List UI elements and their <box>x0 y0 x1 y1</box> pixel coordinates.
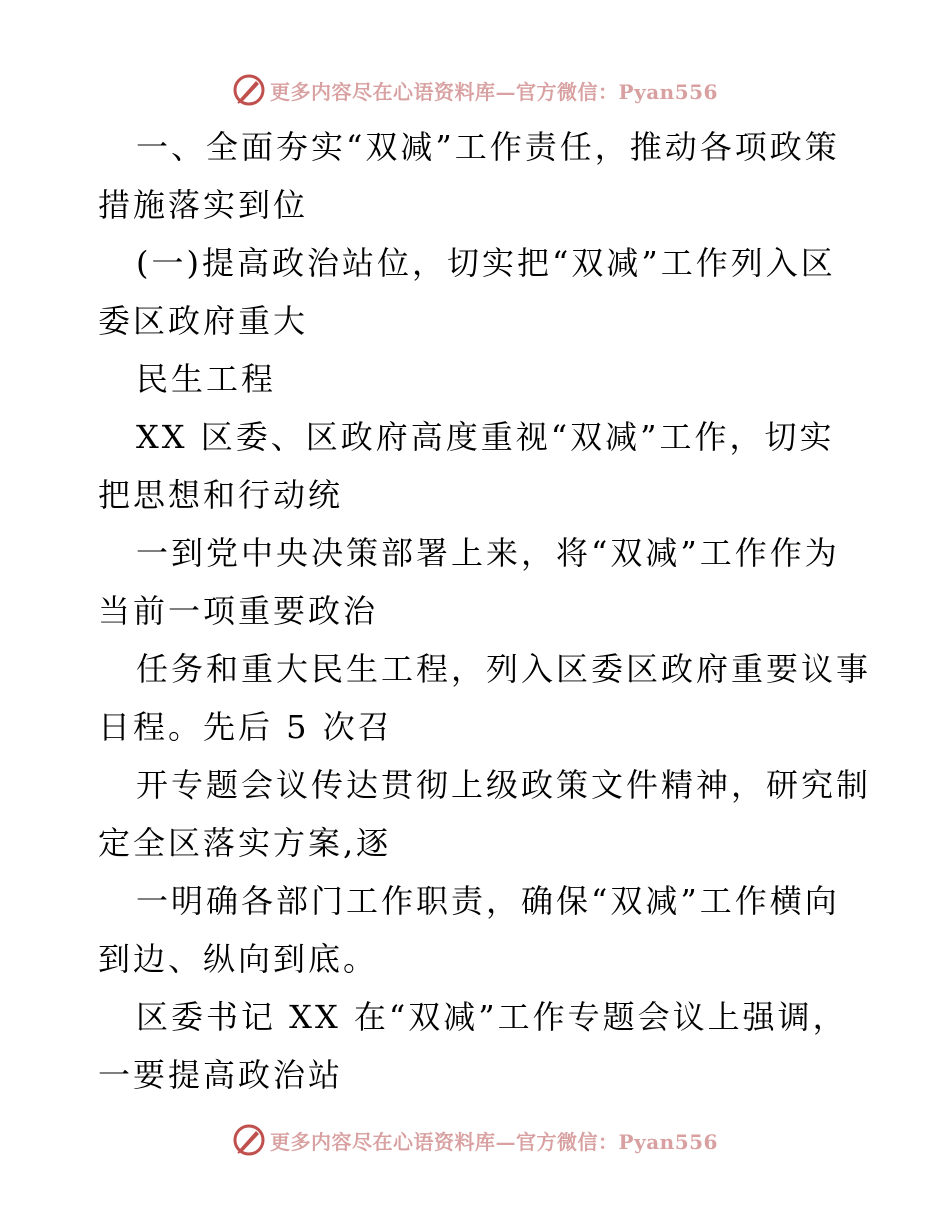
footer-banner-text: 更多内容尽在心语资料库—官方微信：Pyan556 <box>270 1129 718 1154</box>
text-line-17: 一要提高政治站 <box>98 1056 344 1094</box>
text-line-13: 定全区落实方案,逐 <box>98 824 392 862</box>
footer-watermark-banner <box>0 1120 950 1160</box>
text-line-15: 到边、纵向到底。 <box>98 940 379 978</box>
text-line-6: XX 区委、区政府高度重视“双减”工作，切实 <box>136 418 835 456</box>
text-line-4: 委区政府重大 <box>98 302 309 340</box>
header-watermark-banner <box>0 70 950 110</box>
text-line-14: 一明确各部门工作职责，确保“双减”工作横向 <box>136 882 840 920</box>
text-line-11: 日程。先后 5 次召 <box>98 708 393 746</box>
text-line-1: 一、全面夯实“双减”工作责任，推动各项政策 <box>136 128 840 166</box>
quill-logo-icon <box>232 73 266 107</box>
header-banner-text: 更多内容尽在心语资料库—官方微信：Pyan556 <box>270 79 718 104</box>
document-body <box>98 118 872 1104</box>
text-line-10: 任务和重大民生工程，列入区委区政府重要议事 <box>136 650 872 688</box>
text-line-2: 措施落实到位 <box>98 186 309 224</box>
quill-logo-icon <box>232 1123 266 1157</box>
text-line-12: 开专题会议传达贯彻上级政策文件精神，研究制 <box>136 766 872 804</box>
text-line-8: 一到党中央决策部署上来，将“双减”工作作为 <box>136 534 840 572</box>
text-line-7: 把思想和行动统 <box>98 476 344 514</box>
text-line-9: 当前一项重要政治 <box>98 592 379 630</box>
text-line-5: 民生工程 <box>136 360 277 398</box>
text-line-3: (一)提高政治站位，切实把“双减”工作列入区 <box>136 244 836 282</box>
text-line-16: 区委书记 XX 在“双减”工作专题会议上强调， <box>136 998 848 1036</box>
